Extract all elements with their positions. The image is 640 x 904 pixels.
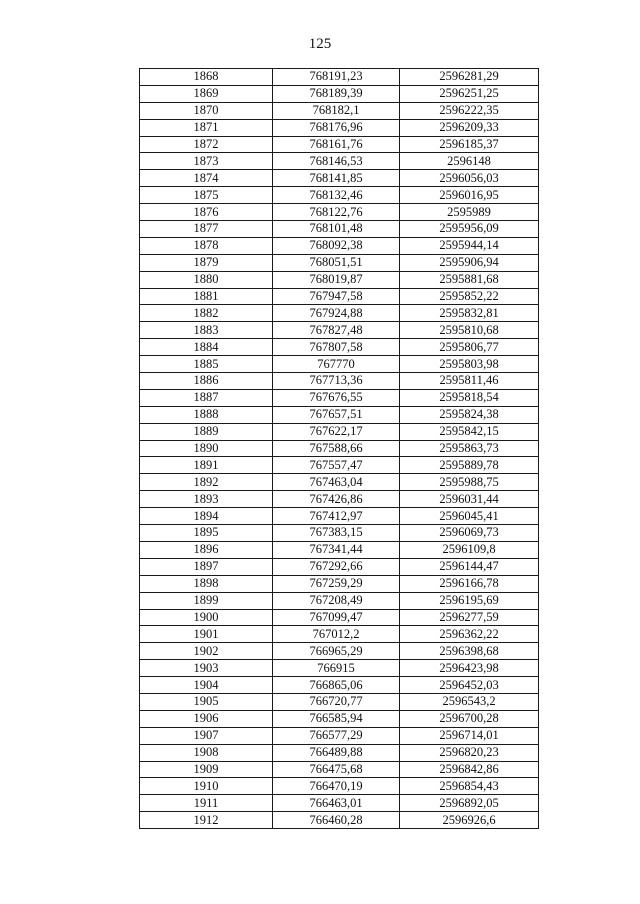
x-coordinate-cell: 766460,28 (273, 812, 400, 829)
table-row (140, 170, 539, 187)
y-coordinate-cell: 2595811,46 (400, 373, 539, 390)
point-number-cell: 1895 (140, 525, 273, 542)
x-coordinate-cell: 768122,76 (273, 204, 400, 221)
x-coordinate-cell: 767426,86 (273, 491, 400, 508)
y-coordinate-cell: 2596714,01 (400, 727, 539, 744)
point-number-cell: 1891 (140, 457, 273, 474)
table-row (140, 592, 539, 609)
x-coordinate-cell: 767770 (273, 356, 400, 373)
y-coordinate-cell: 2596700,28 (400, 710, 539, 727)
x-coordinate-cell: 767947,58 (273, 288, 400, 305)
table-row (140, 85, 539, 102)
point-number-cell: 1899 (140, 592, 273, 609)
x-coordinate-cell: 767807,58 (273, 339, 400, 356)
table-row (140, 305, 539, 322)
x-coordinate-cell: 768189,39 (273, 85, 400, 102)
y-coordinate-cell: 2596209,33 (400, 119, 539, 136)
point-number-cell: 1884 (140, 339, 273, 356)
x-coordinate-cell: 767557,47 (273, 457, 400, 474)
table-row (140, 271, 539, 288)
table-row (140, 119, 539, 136)
x-coordinate-cell: 767588,66 (273, 440, 400, 457)
table-row (140, 693, 539, 710)
table-row (140, 102, 539, 119)
table-row (140, 373, 539, 390)
y-coordinate-cell: 2596166,78 (400, 575, 539, 592)
table-row (140, 626, 539, 643)
x-coordinate-cell: 768176,96 (273, 119, 400, 136)
y-coordinate-cell: 2595956,09 (400, 221, 539, 238)
point-number-cell: 1886 (140, 373, 273, 390)
table-row (140, 69, 539, 86)
y-coordinate-cell: 2596045,41 (400, 508, 539, 525)
x-coordinate-cell: 767657,51 (273, 406, 400, 423)
y-coordinate-cell: 2596362,22 (400, 626, 539, 643)
table-row (140, 541, 539, 558)
y-coordinate-cell: 2596069,73 (400, 525, 539, 542)
table-row (140, 727, 539, 744)
table-row (140, 761, 539, 778)
point-number-cell: 1893 (140, 491, 273, 508)
point-number-cell: 1875 (140, 187, 273, 204)
point-number-cell: 1909 (140, 761, 273, 778)
x-coordinate-cell: 766965,29 (273, 643, 400, 660)
y-coordinate-cell: 2595988,75 (400, 474, 539, 491)
x-coordinate-cell: 767676,55 (273, 389, 400, 406)
x-coordinate-cell: 768132,46 (273, 187, 400, 204)
y-coordinate-cell: 2595818,54 (400, 389, 539, 406)
point-number-cell: 1880 (140, 271, 273, 288)
page-number: 125 (308, 36, 332, 52)
point-number-cell: 1881 (140, 288, 273, 305)
y-coordinate-cell: 2596892,05 (400, 795, 539, 812)
table-row (140, 525, 539, 542)
table-body (140, 69, 539, 829)
point-number-cell: 1879 (140, 254, 273, 271)
x-coordinate-cell: 766470,19 (273, 778, 400, 795)
table-row (140, 474, 539, 491)
table-row (140, 339, 539, 356)
y-coordinate-cell: 2595803,98 (400, 356, 539, 373)
x-coordinate-cell: 768051,51 (273, 254, 400, 271)
y-coordinate-cell: 2596842,86 (400, 761, 539, 778)
x-coordinate-cell: 768191,23 (273, 69, 400, 86)
table-row (140, 812, 539, 829)
point-number-cell: 1885 (140, 356, 273, 373)
point-number-cell: 1883 (140, 322, 273, 339)
x-coordinate-cell: 766720,77 (273, 693, 400, 710)
y-coordinate-cell: 2596452,03 (400, 677, 539, 694)
x-coordinate-cell: 767099,47 (273, 609, 400, 626)
point-number-cell: 1878 (140, 237, 273, 254)
x-coordinate-cell: 766463,01 (273, 795, 400, 812)
table-row (140, 406, 539, 423)
y-coordinate-cell: 2596195,69 (400, 592, 539, 609)
table-row (140, 153, 539, 170)
table-row (140, 457, 539, 474)
x-coordinate-cell: 767924,88 (273, 305, 400, 322)
point-number-cell: 1900 (140, 609, 273, 626)
table-row (140, 389, 539, 406)
y-coordinate-cell: 2596398,68 (400, 643, 539, 660)
point-number-cell: 1870 (140, 102, 273, 119)
point-number-cell: 1901 (140, 626, 273, 643)
table-row (140, 558, 539, 575)
point-number-cell: 1874 (140, 170, 273, 187)
y-coordinate-cell: 2596281,29 (400, 69, 539, 86)
x-coordinate-cell: 767827,48 (273, 322, 400, 339)
point-number-cell: 1877 (140, 221, 273, 238)
y-coordinate-cell: 2596109,8 (400, 541, 539, 558)
table-row (140, 288, 539, 305)
table-row (140, 356, 539, 373)
table-row (140, 795, 539, 812)
x-coordinate-cell: 767292,66 (273, 558, 400, 575)
x-coordinate-cell: 768019,87 (273, 271, 400, 288)
y-coordinate-cell: 2595832,81 (400, 305, 539, 322)
point-number-cell: 1889 (140, 423, 273, 440)
point-number-cell: 1871 (140, 119, 273, 136)
x-coordinate-cell: 768161,76 (273, 136, 400, 153)
y-coordinate-cell: 2595944,14 (400, 237, 539, 254)
y-coordinate-cell: 2596056,03 (400, 170, 539, 187)
y-coordinate-cell: 2596144,47 (400, 558, 539, 575)
point-number-cell: 1888 (140, 406, 273, 423)
x-coordinate-cell: 766585,94 (273, 710, 400, 727)
point-number-cell: 1904 (140, 677, 273, 694)
y-coordinate-cell: 2595810,68 (400, 322, 539, 339)
table-row (140, 322, 539, 339)
x-coordinate-cell: 767208,49 (273, 592, 400, 609)
point-number-cell: 1902 (140, 643, 273, 660)
point-number-cell: 1896 (140, 541, 273, 558)
y-coordinate-cell: 2596820,23 (400, 744, 539, 761)
y-coordinate-cell: 2596251,25 (400, 85, 539, 102)
x-coordinate-cell: 768182,1 (273, 102, 400, 119)
table-row (140, 187, 539, 204)
y-coordinate-cell: 2595824,38 (400, 406, 539, 423)
point-number-cell: 1907 (140, 727, 273, 744)
y-coordinate-cell: 2595863,73 (400, 440, 539, 457)
y-coordinate-cell: 2596277,59 (400, 609, 539, 626)
point-number-cell: 1869 (140, 85, 273, 102)
y-coordinate-cell: 2596148 (400, 153, 539, 170)
y-coordinate-cell: 2595881,68 (400, 271, 539, 288)
y-coordinate-cell: 2596543,2 (400, 693, 539, 710)
y-coordinate-cell: 2596031,44 (400, 491, 539, 508)
table-row (140, 609, 539, 626)
x-coordinate-cell: 767463,04 (273, 474, 400, 491)
table-row (140, 237, 539, 254)
table-row (140, 508, 539, 525)
x-coordinate-cell: 768101,48 (273, 221, 400, 238)
y-coordinate-cell: 2596016,95 (400, 187, 539, 204)
point-number-cell: 1887 (140, 389, 273, 406)
point-number-cell: 1882 (140, 305, 273, 322)
table-row (140, 491, 539, 508)
point-number-cell: 1892 (140, 474, 273, 491)
x-coordinate-cell: 766475,68 (273, 761, 400, 778)
x-coordinate-cell: 767383,15 (273, 525, 400, 542)
y-coordinate-cell: 2596926,6 (400, 812, 539, 829)
coordinates-table (139, 68, 539, 829)
table-row (140, 660, 539, 677)
x-coordinate-cell: 767412,97 (273, 508, 400, 525)
table-row (140, 136, 539, 153)
y-coordinate-cell: 2595842,15 (400, 423, 539, 440)
table-row (140, 710, 539, 727)
table-row (140, 423, 539, 440)
point-number-cell: 1894 (140, 508, 273, 525)
point-number-cell: 1897 (140, 558, 273, 575)
y-coordinate-cell: 2595989 (400, 204, 539, 221)
y-coordinate-cell: 2595906,94 (400, 254, 539, 271)
x-coordinate-cell: 767341,44 (273, 541, 400, 558)
table-row (140, 677, 539, 694)
point-number-cell: 1898 (140, 575, 273, 592)
point-number-cell: 1910 (140, 778, 273, 795)
point-number-cell: 1903 (140, 660, 273, 677)
table-row (140, 778, 539, 795)
x-coordinate-cell: 766915 (273, 660, 400, 677)
table-row (140, 204, 539, 221)
x-coordinate-cell: 766489,88 (273, 744, 400, 761)
x-coordinate-cell: 767622,17 (273, 423, 400, 440)
point-number-cell: 1890 (140, 440, 273, 457)
y-coordinate-cell: 2596222,35 (400, 102, 539, 119)
x-coordinate-cell: 767259,29 (273, 575, 400, 592)
y-coordinate-cell: 2596854,43 (400, 778, 539, 795)
point-number-cell: 1906 (140, 710, 273, 727)
table-row (140, 643, 539, 660)
point-number-cell: 1872 (140, 136, 273, 153)
x-coordinate-cell: 768092,38 (273, 237, 400, 254)
y-coordinate-cell: 2595852,22 (400, 288, 539, 305)
point-number-cell: 1876 (140, 204, 273, 221)
x-coordinate-cell: 766577,29 (273, 727, 400, 744)
point-number-cell: 1908 (140, 744, 273, 761)
y-coordinate-cell: 2595806,77 (400, 339, 539, 356)
point-number-cell: 1873 (140, 153, 273, 170)
point-number-cell: 1905 (140, 693, 273, 710)
point-number-cell: 1868 (140, 69, 273, 86)
table-row (140, 744, 539, 761)
y-coordinate-cell: 2596185,37 (400, 136, 539, 153)
table-row (140, 575, 539, 592)
x-coordinate-cell: 768141,85 (273, 170, 400, 187)
table-row (140, 440, 539, 457)
table-row (140, 254, 539, 271)
y-coordinate-cell: 2596423,98 (400, 660, 539, 677)
x-coordinate-cell: 767012,2 (273, 626, 400, 643)
point-number-cell: 1912 (140, 812, 273, 829)
table-row (140, 221, 539, 238)
x-coordinate-cell: 766865,06 (273, 677, 400, 694)
point-number-cell: 1911 (140, 795, 273, 812)
x-coordinate-cell: 767713,36 (273, 373, 400, 390)
x-coordinate-cell: 768146,53 (273, 153, 400, 170)
y-coordinate-cell: 2595889,78 (400, 457, 539, 474)
